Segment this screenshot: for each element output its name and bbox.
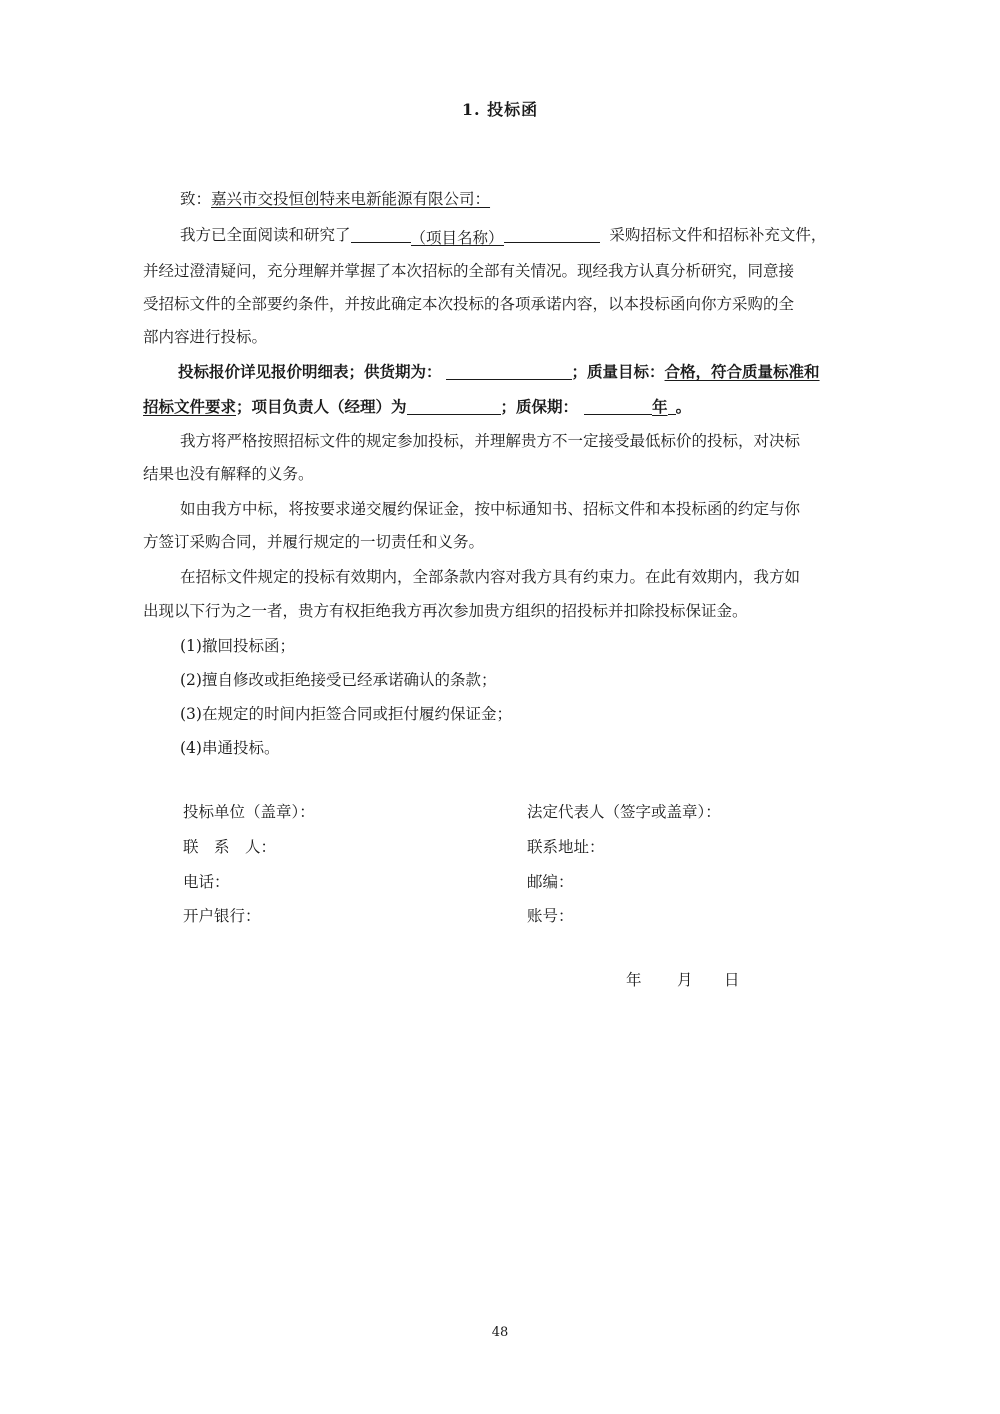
list-item: (2)擅自修改或拒绝接受已经承诺确认的条款； — [180, 671, 497, 689]
para5-line2: 出现以下行为之一者，贵方有权拒绝我方再次参加贵方组织的招投标并扣除投标保证金。 — [143, 602, 748, 620]
project-name-blank-right — [504, 224, 600, 243]
bidder-unit-label: 投标单位（盖章）： — [183, 803, 315, 821]
warranty-year-unit: 年 — [652, 397, 668, 416]
date-month: 月 — [677, 971, 693, 989]
quality-label: ；质量目标： — [571, 362, 665, 381]
postcode-label: 邮编： — [527, 873, 574, 891]
para1-intro: 我方已全面阅读和研究了 — [180, 226, 351, 244]
para2-end: 。 — [675, 397, 692, 416]
list-item: (3)在规定的时间内拒签合同或拒付履约保证金； — [180, 705, 512, 723]
warranty-label: ；质保期： — [500, 397, 579, 416]
date-day: 日 — [724, 971, 740, 989]
price-intro: 投标报价详见报价明细表；供货期为： — [178, 362, 442, 381]
para1-line3: 受招标文件的全部要约条件，并按此确定本次投标的各项承诺内容，以本投标函向你方采购的全 — [143, 295, 795, 313]
manager-blank — [407, 396, 501, 415]
project-name-placeholder: （项目名称） — [410, 229, 504, 247]
para1-line2: 并经过澄清疑问，充分理解并掌握了本次招标的全部有关情况。现经我方认真分析研究，同意接 — [143, 262, 795, 280]
addressee-line — [180, 188, 490, 210]
addressee-company: 嘉兴市交投恒创特来电新能源有限公司： — [211, 190, 491, 208]
addressee-prefix: 致： — [180, 190, 212, 208]
project-name-blank-left — [351, 224, 411, 243]
list-item: (1)撤回投标函； — [180, 637, 295, 655]
bank-label: 开户银行： — [183, 907, 261, 925]
account-label: 账号： — [527, 907, 574, 925]
para1-line4: 部内容进行投标。 — [143, 328, 268, 346]
para2-line2 — [143, 396, 691, 418]
contact-label: 联 系 人： — [183, 838, 277, 856]
manager-label: ；项目负责人（经理）为 — [236, 397, 407, 416]
warranty-blank-tail — [668, 396, 676, 415]
para4-line2: 方签订采购合同，并履行规定的一切责任和义务。 — [143, 533, 485, 551]
date-year: 年 — [626, 971, 642, 989]
list-item: (4)串通投标。 — [180, 739, 280, 757]
para5-line1: 在招标文件规定的投标有效期内，全部条款内容对我方具有约束力。在此有效期内，我方如 — [180, 568, 801, 586]
quality-target-1: 合格，符合质量标准和 — [664, 362, 820, 381]
delivery-period-blank — [446, 361, 572, 380]
legal-rep-label: 法定代表人（签字或盖章）： — [527, 803, 721, 821]
para3-line1: 我方将严格按照招标文件的规定参加投标，并理解贵方不一定接受最低标价的投标，对决标 — [180, 432, 801, 450]
para1-line1-end: 采购招标文件和招标补充文件， — [609, 226, 827, 244]
phone-label: 电话： — [183, 873, 230, 891]
quality-target-2: 招标文件要求 — [143, 397, 237, 416]
address-label: 联系地址： — [527, 838, 605, 856]
page-title: 1. 投标函 — [461, 100, 539, 119]
warranty-blank — [584, 396, 652, 415]
para3-line2: 结果也没有解释的义务。 — [143, 465, 314, 483]
para4-line1: 如由我方中标，将按要求递交履约保证金，按中标通知书、招标文件和本投标函的约定与你 — [180, 500, 801, 518]
para2-line1 — [178, 361, 820, 383]
page-number: 48 — [491, 1325, 509, 1340]
para1-line1 — [180, 224, 826, 246]
